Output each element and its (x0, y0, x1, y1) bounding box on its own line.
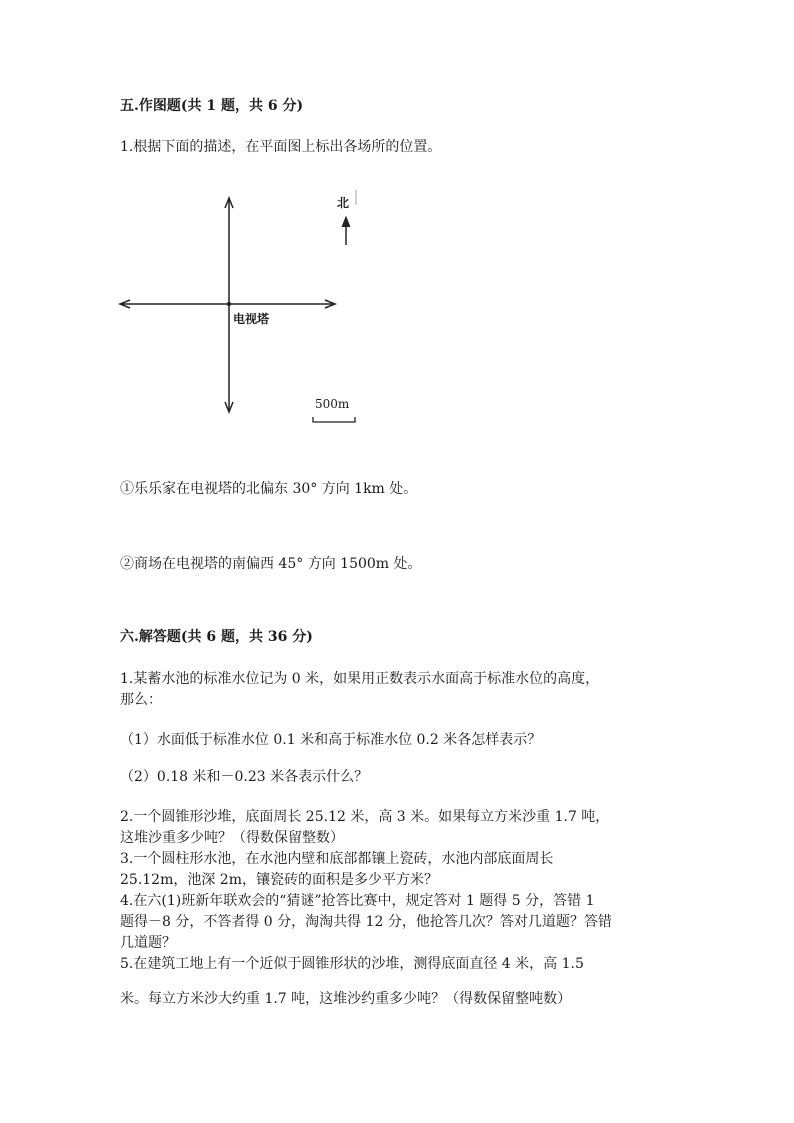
q5-line-2: 米。每立方米沙大约重 1.7 吨，这堆沙约重多少吨？（得数保留整吨数） (120, 991, 572, 1007)
q2-line-2: 这堆沙重多少吨？（得数保留整数） (120, 830, 344, 846)
section-6-heading: 六.解答题(共 6 题，共 36 分) (120, 629, 313, 645)
section-5-heading: 五.作图题(共 1 题，共 6 分) (120, 98, 304, 114)
q5-line-1: 5.在建筑工地上有一个近似于圆锥形状的沙堆，测得底面直径 4 米，高 1.5 (120, 956, 584, 972)
q3-line-1: 3.一个圆柱形水池，在水池内壁和底部都镶上瓷砖，水池内部底面周长 (120, 851, 554, 867)
q2-line-1: 2.一个圆锥形沙堆，底面周长 25.12 米，高 3 米。如果每立方米沙重 1.7 吨， (120, 809, 610, 825)
q4-line-1: 4.在六(1)班新年联欢会的“猜谜”抢答比赛中，规定答对 1 题得 5 分，答错 1 (120, 893, 595, 909)
q3-line-2: 25.12m，池深 2m，镶瓷砖的面积是多少平方米？ (120, 872, 438, 888)
scale-bar (313, 417, 355, 422)
q1-sub-2: （2）0.18 米和－0.23 米各表示什么？ (120, 769, 369, 785)
q4-line-2: 题得－8 分，不答者得 0 分，淘淘共得 12 分，他抢答几次？答对几道题？答错 (120, 914, 612, 930)
tower-point (227, 302, 231, 306)
plan-figure (115, 185, 365, 425)
north-label: 北 (337, 196, 350, 210)
q1-line-2: 那么： (120, 692, 162, 708)
q1-sub-1: （1）水面低于标准水位 0.1 米和高于标准水位 0.2 米各怎样表示？ (120, 732, 542, 748)
compass-diagram (115, 185, 365, 425)
scale-label: 500m (315, 397, 350, 411)
item-2: ②商场在电视塔的南偏西 45° 方向 1500m 处。 (120, 556, 422, 572)
tower-label: 电视塔 (233, 312, 270, 326)
q1-line-1: 1.某蓄水池的标准水位记为 0 米，如果用正数表示水面高于标准水位的高度， (120, 671, 600, 687)
q4-line-3: 几道题？ (120, 935, 176, 951)
question-text: 1.根据下面的描述，在平面图上标出各场所的位置。 (120, 139, 442, 155)
item-1: ①乐乐家在电视塔的北偏东 30° 方向 1km 处。 (120, 481, 418, 497)
